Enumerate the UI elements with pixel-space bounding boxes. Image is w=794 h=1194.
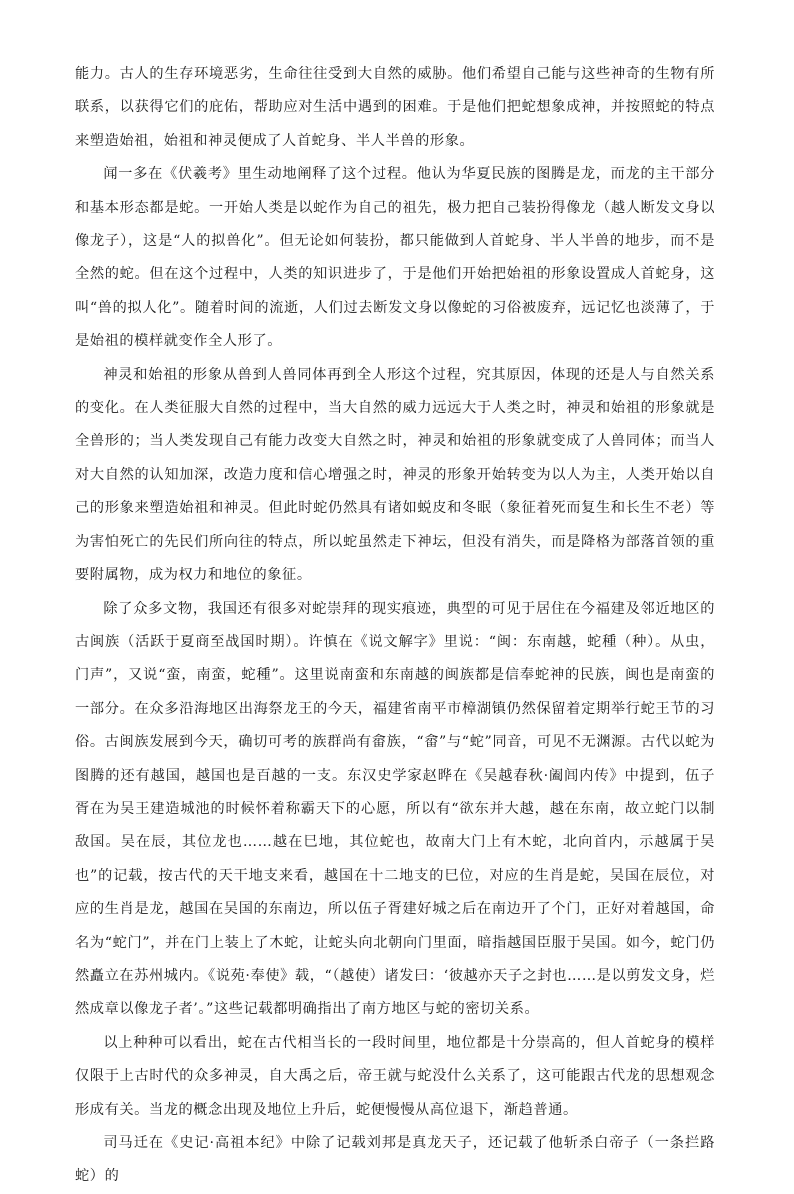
- paragraph-2: 闻一多在《伏羲考》里生动地阐释了这个过程。他认为华夏民族的图腾是龙，而龙的主干部分和基本形态都是蛇。一开始人类是以蛇作为自己的祖先，极力把自己装扮得像龙（越人断发文身以像龙子），这是“人的拟兽化”。但无论如何装扮，都只能做到人首蛇身、半人半兽的地步，而不是全然的蛇。但在这个过程中，人类的知识进步了，于是他们开始把始祖的形象设置成人首蛇身，这叫“兽的拟人化”。随着时间的流逝，人们过去断发文身以像蛇的习俗被废弃，远记忆也淡薄了，于是始祖的模样就变作全人形了。: [75, 166, 715, 350]
- paragraph-6: 司马迁在《史记·高祖本纪》中除了记载刘邦是真龙天子，还记载了他斩杀白帝子（一条拦路蛇）的: [75, 1135, 715, 1185]
- paragraph-5: 以上种种可以看出，蛇在古代相当长的一段时间里，地位都是十分崇高的，但人首蛇身的模样仅限于上古时代的众多神灵，自大禹之后，帝王就与蛇没什么关系了，这可能跟古代龙的思想观念形成有关。当龙的概念出现及地位上升后，蛇便慢慢从高位退下，渐趋普通。: [75, 1034, 715, 1118]
- paragraph-3: 神灵和始祖的形象从兽到人兽同体再到全人形这个过程，究其原因，体现的还是人与自然关系的变化。在人类征服大自然的过程中，当大自然的威力远远大于人类之时，神灵和始祖的形象就是全兽形的；当人类发现自己有能力改变大自然之时，神灵和始祖的形象就变成了人兽同体；而当人对大自然的认知加深，改造力度和信心增强之时，神灵的形象开始转变为以人为主，人类开始以自己的形象来塑造始祖和神灵。但此时蛇仍然具有诸如蜕皮和冬眠（象征着死而复生和长生不老）等为害怕死亡的先民们所向往的特点，所以蛇虽然走下神坛，但没有消失，而是降格为部落首领的重要附属物，成为权力和地位的象征。: [75, 366, 715, 584]
- paragraph-4: 除了众多文物，我国还有很多对蛇崇拜的现实痕迹，典型的可见于居住在今福建及邻近地区的古闽族（活跃于夏商至战国时期）。许慎在《说文解字》里说：“闽：东南越，蛇種（种）。从虫，门声”，又说“蛮，南蛮，蛇種”。这里说南蛮和东南越的闽族都是信奉蛇神的民族，闽也是南蛮的一部分。在众多沿海地区出海祭龙王的今天，福建省南平市樟湖镇仍然保留着定期举行蛇王节的习俗。古闽族发展到今天，确切可考的族群尚有畲族，“畲”与“蛇”同音，可见不无渊源。古代以蛇为图腾的还有越国，越国也是百越的一支。东汉史学家赵晔在《吴越春秋·阖闾内传》中提到，伍子胥在为吴王建造城池的时候怀着称霸天下的心愿，所以有“欲东并大越，越在东南，故立蛇门以制敌国。吴在辰，其位龙也……越在巳地，其位蛇也，故南大门上有木蛇，北向首内，示越属于吴也”的记载，按古代的天干地支来看，越国在十二地支的巳位，对应的生肖是蛇，吴国在辰位，对应的生肖是龙，越国在吴国的东南边，所以伍子胥建好城之后在南边开了个门，正好对着越国，命名为“蛇门”，并在门上装上了木蛇，让蛇头向北朝向门里面，暗指越国臣服于吴国。如今，蛇门仍然矗立在苏州城内。《说苑·奉使》载，“（越使）诸发曰：‘彼越亦天子之封也……是以剪发文身，烂然成章以像龙子者’。”这些记载都明确指出了南方地区与蛇的密切关系。: [75, 600, 715, 1018]
- article-body: [75, 58, 715, 1194]
- paragraph-1: 能力。古人的生存环境恶劣，生命往往受到大自然的威胁。他们希望自己能与这些神奇的生物有所联系，以获得它们的庇佑，帮助应对生活中遇到的困难。于是他们把蛇想象成神，并按照蛇的特点来塑造始祖，始祖和神灵便成了人首蛇身、半人半兽的形象。: [75, 66, 715, 149]
